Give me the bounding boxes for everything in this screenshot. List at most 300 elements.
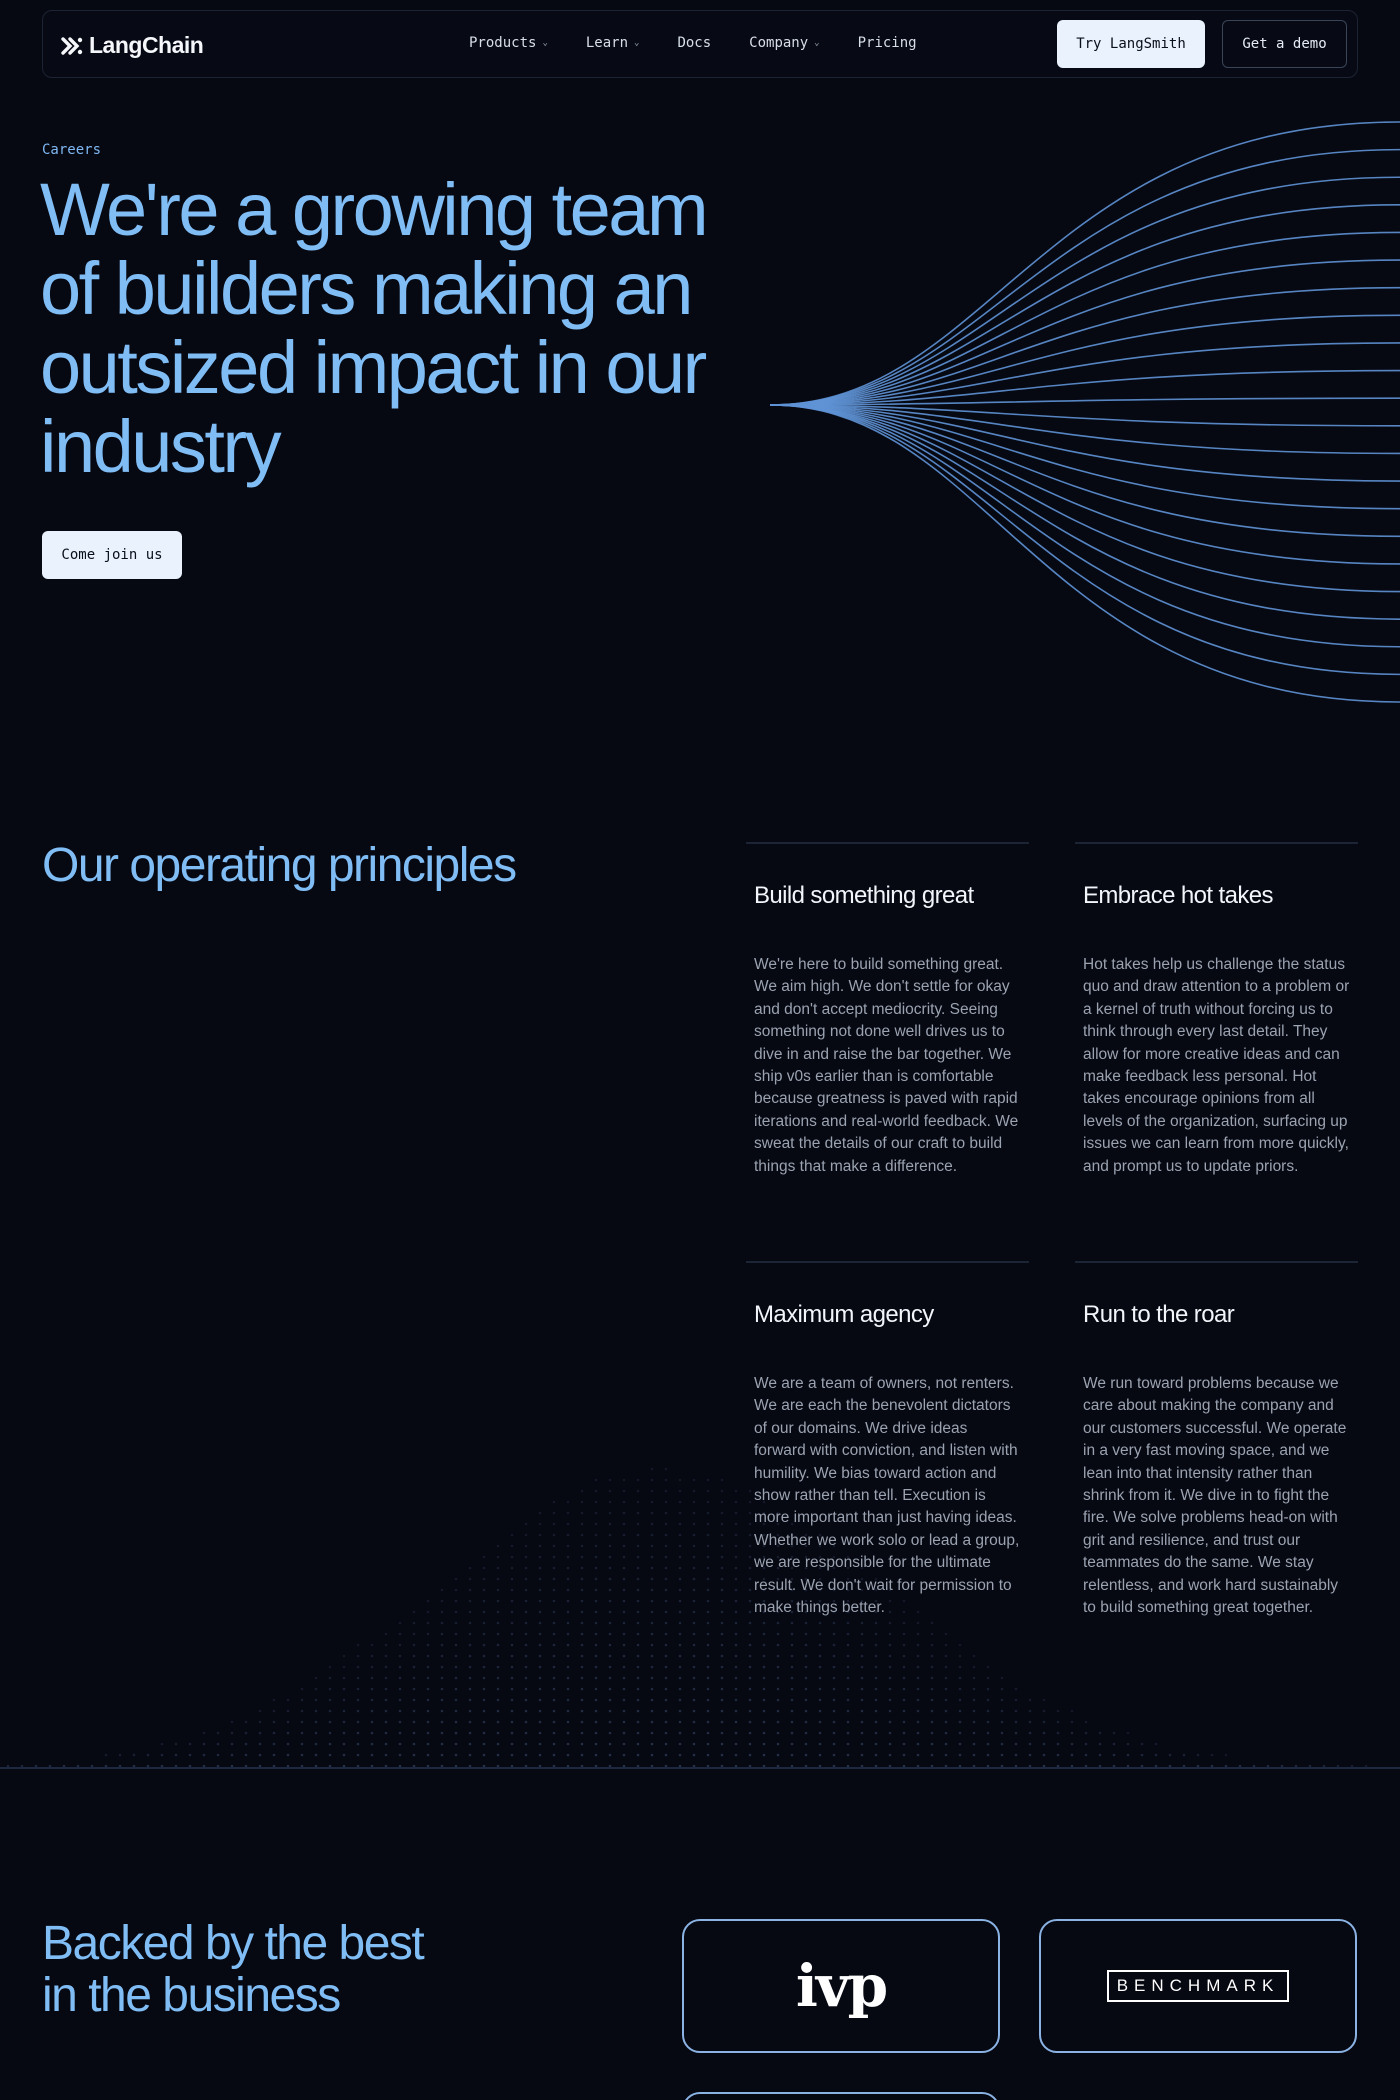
- decor-dot: [553, 1545, 556, 1548]
- decor-dot: [637, 1578, 640, 1581]
- decor-dot: [623, 1512, 626, 1515]
- decor-dot: [371, 1688, 374, 1691]
- decor-dot: [497, 1666, 500, 1669]
- decor-dot: [441, 1677, 444, 1680]
- decor-dot: [357, 1666, 360, 1669]
- decor-dot: [567, 1732, 570, 1735]
- decor-dot: [581, 1600, 584, 1603]
- decor-dot: [315, 1688, 318, 1691]
- decor-dot: [511, 1556, 514, 1559]
- decor-dot: [539, 1699, 542, 1702]
- decor-dot: [329, 1710, 332, 1713]
- decor-dot: [637, 1523, 640, 1526]
- decor-dot: [889, 1666, 892, 1669]
- decor-dot: [791, 1710, 794, 1713]
- nav-products-label: Products: [469, 35, 537, 51]
- principle-card: [1075, 842, 1358, 1242]
- decor-dot: [343, 1655, 346, 1658]
- decor-dot: [441, 1644, 444, 1647]
- decor-dot: [329, 1732, 332, 1735]
- decor-dot: [889, 1688, 892, 1691]
- decor-dot: [959, 1743, 962, 1746]
- decor-dot: [567, 1567, 570, 1570]
- decor-dot: [889, 1732, 892, 1735]
- decor-dot: [917, 1754, 920, 1757]
- decor-dot: [1015, 1743, 1018, 1746]
- decor-dot: [343, 1732, 346, 1735]
- decor-dot: [735, 1578, 738, 1581]
- decor-dot: [581, 1556, 584, 1559]
- decor-dot: [609, 1633, 612, 1636]
- decor-dot: [595, 1567, 598, 1570]
- decor-dot: [1029, 1699, 1032, 1702]
- decor-dot: [819, 1754, 822, 1757]
- come-join-us-button[interactable]: Come join us: [42, 531, 182, 579]
- decor-dot: [343, 1710, 346, 1713]
- decor-dot: [623, 1589, 626, 1592]
- decor-dot: [427, 1600, 430, 1603]
- decor-dot: [525, 1633, 528, 1636]
- decor-dot: [623, 1688, 626, 1691]
- decor-dot: [371, 1644, 374, 1647]
- decor-dot: [735, 1545, 738, 1548]
- decor-dot: [665, 1567, 668, 1570]
- decor-dot: [357, 1677, 360, 1680]
- decor-dot: [693, 1479, 696, 1482]
- decor-dot: [273, 1699, 276, 1702]
- decor-dot: [609, 1556, 612, 1559]
- decor-dot: [917, 1743, 920, 1746]
- decor-dot: [371, 1721, 374, 1724]
- decor-dot: [693, 1666, 696, 1669]
- get-demo-button[interactable]: Get a demo: [1222, 20, 1347, 68]
- decor-dot: [539, 1622, 542, 1625]
- decor-dot: [539, 1644, 542, 1647]
- decor-dot: [665, 1589, 668, 1592]
- decor-dot: [525, 1721, 528, 1724]
- decor-dot: [609, 1743, 612, 1746]
- decor-dot: [581, 1490, 584, 1493]
- nav-products[interactable]: [469, 35, 548, 51]
- decor-dot: [875, 1710, 878, 1713]
- decor-dot: [497, 1710, 500, 1713]
- decor-dot: [861, 1666, 864, 1669]
- decor-dot: [343, 1743, 346, 1746]
- decor-dot: [553, 1611, 556, 1614]
- principle-card: [1075, 1261, 1358, 1661]
- decor-dot: [553, 1677, 556, 1680]
- decor-dot: [595, 1578, 598, 1581]
- decor-dot: [1071, 1732, 1074, 1735]
- decor-dot: [693, 1501, 696, 1504]
- decor-dot: [1029, 1710, 1032, 1713]
- decor-dot: [413, 1721, 416, 1724]
- decor-dot: [567, 1611, 570, 1614]
- decor-dot: [455, 1644, 458, 1647]
- decor-dot: [539, 1589, 542, 1592]
- nav-learn[interactable]: [586, 35, 640, 51]
- decor-dot: [567, 1710, 570, 1713]
- decor-dot: [539, 1721, 542, 1724]
- decor-dot: [567, 1655, 570, 1658]
- decor-dot: [567, 1677, 570, 1680]
- decor-dot: [693, 1534, 696, 1537]
- decor-dot: [567, 1633, 570, 1636]
- decor-dot: [707, 1600, 710, 1603]
- decor-dot: [819, 1666, 822, 1669]
- decor-dot: [553, 1589, 556, 1592]
- decor-dot: [483, 1721, 486, 1724]
- decor-dot: [637, 1699, 640, 1702]
- decor-dot: [329, 1688, 332, 1691]
- decor-dot: [875, 1754, 878, 1757]
- decor-dot: [847, 1743, 850, 1746]
- decor-dot: [973, 1688, 976, 1691]
- decor-dot: [399, 1743, 402, 1746]
- decor-dot: [581, 1633, 584, 1636]
- decor-dot: [721, 1699, 724, 1702]
- decor-dot: [609, 1754, 612, 1757]
- backers-title: Backed by the best in the business: [42, 1917, 424, 2022]
- decor-dot: [679, 1600, 682, 1603]
- nav-pricing[interactable]: [858, 35, 917, 51]
- decor-dot: [637, 1501, 640, 1504]
- decor-dot: [945, 1688, 948, 1691]
- decor-dot: [609, 1732, 612, 1735]
- decor-dot: [539, 1710, 542, 1713]
- decor-dot: [805, 1688, 808, 1691]
- decor-dot: [595, 1688, 598, 1691]
- decor-dot: [637, 1479, 640, 1482]
- decor-dot: [119, 1754, 122, 1757]
- decor-dot: [665, 1699, 668, 1702]
- decor-dot: [497, 1743, 500, 1746]
- decor-dot: [581, 1710, 584, 1713]
- wave-line: [770, 405, 1400, 674]
- nav-learn-label: Learn: [585, 35, 629, 51]
- decor-dot: [609, 1578, 612, 1581]
- decor-dot: [427, 1622, 430, 1625]
- decor-dot: [539, 1600, 542, 1603]
- decor-dot: [469, 1655, 472, 1658]
- decor-dot: [581, 1743, 584, 1746]
- decor-dot: [441, 1611, 444, 1614]
- decor-dot: [357, 1655, 360, 1658]
- decor-dot: [567, 1556, 570, 1559]
- decor-dot: [1127, 1754, 1130, 1757]
- decor-dot: [847, 1677, 850, 1680]
- decor-dot: [623, 1732, 626, 1735]
- nav-docs-label: Docs: [677, 35, 712, 51]
- top-nav: [42, 10, 1358, 78]
- decor-dot: [609, 1622, 612, 1625]
- decor-dot: [637, 1688, 640, 1691]
- decor-dot: [385, 1633, 388, 1636]
- decor-dot: [721, 1567, 724, 1570]
- decor-dot: [707, 1578, 710, 1581]
- decor-dot: [707, 1545, 710, 1548]
- principle-title: Embrace hot takes: [1083, 882, 1273, 909]
- decor-dot: [329, 1743, 332, 1746]
- decor-dot: [553, 1556, 556, 1559]
- decor-dot: [651, 1490, 654, 1493]
- nav-company[interactable]: [749, 35, 819, 51]
- decor-dot: [441, 1721, 444, 1724]
- decor-dot: [679, 1523, 682, 1526]
- decor-dot: [567, 1754, 570, 1757]
- ivp-logo: ivp: [795, 1952, 887, 2020]
- decor-dot: [889, 1699, 892, 1702]
- nav-links: [469, 35, 917, 51]
- decor-dot: [749, 1721, 752, 1724]
- decor-dot: [623, 1633, 626, 1636]
- nav-pricing-label: Pricing: [857, 35, 917, 51]
- decor-dot: [259, 1710, 262, 1713]
- decor-dot: [595, 1589, 598, 1592]
- decor-dot: [735, 1644, 738, 1647]
- decor-dot: [721, 1479, 724, 1482]
- decor-dot: [833, 1677, 836, 1680]
- decor-dot: [581, 1754, 584, 1757]
- decor-dot: [525, 1655, 528, 1658]
- decor-dot: [413, 1622, 416, 1625]
- decor-dot: [847, 1688, 850, 1691]
- decor-dot: [1085, 1721, 1088, 1724]
- decor-dot: [273, 1732, 276, 1735]
- decor-dot: [539, 1732, 542, 1735]
- decor-dot: [497, 1556, 500, 1559]
- decor-dot: [651, 1578, 654, 1581]
- decor-dot: [1085, 1743, 1088, 1746]
- decor-dot: [903, 1677, 906, 1680]
- decor-dot: [553, 1699, 556, 1702]
- decor-dot: [343, 1721, 346, 1724]
- decor-dot: [805, 1732, 808, 1735]
- decor-dot: [735, 1501, 738, 1504]
- decor-dot: [651, 1545, 654, 1548]
- decor-dot: [385, 1721, 388, 1724]
- decor-dot: [833, 1666, 836, 1669]
- decor-dot: [455, 1721, 458, 1724]
- decor-dot: [679, 1567, 682, 1570]
- decor-dot: [735, 1611, 738, 1614]
- decor-dot: [413, 1710, 416, 1713]
- decor-dot: [833, 1688, 836, 1691]
- decor-dot: [595, 1732, 598, 1735]
- decor-dot: [455, 1699, 458, 1702]
- decor-dot: [637, 1611, 640, 1614]
- decor-dot: [735, 1556, 738, 1559]
- decor-dot: [595, 1622, 598, 1625]
- decor-dot: [735, 1721, 738, 1724]
- decor-dot: [721, 1743, 724, 1746]
- decor-dot: [497, 1567, 500, 1570]
- decor-dot: [987, 1677, 990, 1680]
- decor-dot: [819, 1699, 822, 1702]
- decor-dot: [973, 1754, 976, 1757]
- decor-dot: [847, 1721, 850, 1724]
- decor-dot: [637, 1512, 640, 1515]
- decor-dot: [721, 1512, 724, 1515]
- decor-dot: [595, 1754, 598, 1757]
- decor-dot: [371, 1699, 374, 1702]
- decor-dot: [735, 1699, 738, 1702]
- decor-dot: [469, 1633, 472, 1636]
- chevron-down-icon: ⌄: [814, 38, 820, 48]
- decor-dot: [805, 1677, 808, 1680]
- decor-dot: [357, 1732, 360, 1735]
- decor-dot: [777, 1743, 780, 1746]
- decor-dot: [679, 1611, 682, 1614]
- decor-dot: [511, 1600, 514, 1603]
- decor-dot: [609, 1644, 612, 1647]
- decor-dot: [1099, 1743, 1102, 1746]
- decor-dot: [651, 1655, 654, 1658]
- decor-dot: [581, 1699, 584, 1702]
- decor-dot: [567, 1501, 570, 1504]
- decor-dot: [931, 1721, 934, 1724]
- decor-dot: [973, 1677, 976, 1680]
- decor-dot: [553, 1633, 556, 1636]
- decor-dot: [749, 1699, 752, 1702]
- decor-dot: [861, 1688, 864, 1691]
- decor-dot: [623, 1501, 626, 1504]
- decor-dot: [1071, 1721, 1074, 1724]
- decor-dot: [539, 1655, 542, 1658]
- decor-dot: [483, 1754, 486, 1757]
- decor-dot: [343, 1754, 346, 1757]
- decor-dot: [623, 1644, 626, 1647]
- decor-dot: [1043, 1754, 1046, 1757]
- decor-dot: [483, 1578, 486, 1581]
- decor-dot: [399, 1655, 402, 1658]
- decor-dot: [511, 1545, 514, 1548]
- decor-dot: [567, 1644, 570, 1647]
- decor-dot: [399, 1644, 402, 1647]
- decor-dot: [945, 1721, 948, 1724]
- decor-dot: [917, 1666, 920, 1669]
- decor-dot: [525, 1589, 528, 1592]
- decor-dot: [455, 1622, 458, 1625]
- decor-dot: [553, 1523, 556, 1526]
- decor-dot: [581, 1666, 584, 1669]
- decor-dot: [511, 1534, 514, 1537]
- decor-dot: [623, 1754, 626, 1757]
- decor-dot: [567, 1666, 570, 1669]
- decor-dot: [539, 1545, 542, 1548]
- decor-dot: [455, 1732, 458, 1735]
- brand-logo[interactable]: [61, 32, 203, 59]
- decor-dot: [1043, 1710, 1046, 1713]
- nav-company-label: Company: [749, 35, 809, 51]
- decor-dot: [693, 1633, 696, 1636]
- decor-dot: [483, 1589, 486, 1592]
- decor-dot: [651, 1732, 654, 1735]
- decor-dot: [973, 1666, 976, 1669]
- decor-dot: [511, 1589, 514, 1592]
- decor-dot: [595, 1666, 598, 1669]
- decor-dot: [721, 1534, 724, 1537]
- decor-dot: [315, 1743, 318, 1746]
- decor-dot: [413, 1611, 416, 1614]
- decor-dot: [539, 1666, 542, 1669]
- try-langsmith-button[interactable]: Try LangSmith: [1057, 20, 1205, 68]
- decor-dot: [791, 1666, 794, 1669]
- decor-dot: [763, 1721, 766, 1724]
- decor-dot: [385, 1699, 388, 1702]
- decor-dot: [511, 1710, 514, 1713]
- decor-dot: [455, 1743, 458, 1746]
- decor-dot: [413, 1677, 416, 1680]
- principles-title: Our operating principles: [42, 839, 516, 892]
- decor-dot: [651, 1556, 654, 1559]
- decor-dot: [903, 1688, 906, 1691]
- decor-dot: [679, 1710, 682, 1713]
- decor-dot: [889, 1721, 892, 1724]
- decor-dot: [651, 1743, 654, 1746]
- decor-dot: [287, 1754, 290, 1757]
- decor-dot: [651, 1666, 654, 1669]
- decor-dot: [665, 1677, 668, 1680]
- decor-dot: [539, 1556, 542, 1559]
- decor-dot: [637, 1567, 640, 1570]
- decor-dot: [553, 1578, 556, 1581]
- decor-dot: [483, 1688, 486, 1691]
- decor-dot: [651, 1534, 654, 1537]
- decor-dot: [1099, 1754, 1102, 1757]
- decor-dot: [1043, 1732, 1046, 1735]
- nav-docs[interactable]: [677, 35, 711, 51]
- decor-dot: [231, 1732, 234, 1735]
- decor-dot: [1001, 1754, 1004, 1757]
- decor-dot: [609, 1666, 612, 1669]
- decor-dot: [679, 1655, 682, 1658]
- principle-body: We are a team of owners, not renters. We are each the benevolent dictators of our domains. We drive ideas forward with conviction, and listen with humility. We bias toward action and show rather than tell. Execution is more important than just having ideas. Whether we work solo or lead a group, we are responsible for the ultimate result. We don't wait for permission to make things better.: [754, 1375, 1020, 1617]
- decor-dot: [735, 1754, 738, 1757]
- decor-dot: [1057, 1743, 1060, 1746]
- decor-dot: [735, 1655, 738, 1658]
- decor-dot: [609, 1490, 612, 1493]
- decor-dot: [637, 1556, 640, 1559]
- decor-dot: [665, 1732, 668, 1735]
- decor-dot: [287, 1699, 290, 1702]
- decor-dot: [651, 1633, 654, 1636]
- decor-dot: [413, 1732, 416, 1735]
- decor-dot: [735, 1534, 738, 1537]
- decor-dot: [777, 1732, 780, 1735]
- decor-dot: [441, 1666, 444, 1669]
- decor-dot: [707, 1721, 710, 1724]
- decor-dot: [469, 1666, 472, 1669]
- decor-dot: [595, 1479, 598, 1482]
- decor-dot: [413, 1688, 416, 1691]
- decor-dot: [693, 1523, 696, 1526]
- decor-dot: [931, 1677, 934, 1680]
- decor-dot: [371, 1655, 374, 1658]
- decor-dot: [525, 1644, 528, 1647]
- decor-dot: [455, 1655, 458, 1658]
- decor-dot: [679, 1666, 682, 1669]
- decor-dot: [371, 1666, 374, 1669]
- decor-dot: [441, 1688, 444, 1691]
- decor-dot: [105, 1754, 108, 1757]
- decor-dot: [399, 1710, 402, 1713]
- decor-dot: [483, 1567, 486, 1570]
- decor-dot: [609, 1677, 612, 1680]
- decor-dot: [721, 1666, 724, 1669]
- decor-dot: [651, 1611, 654, 1614]
- decor-dot: [287, 1710, 290, 1713]
